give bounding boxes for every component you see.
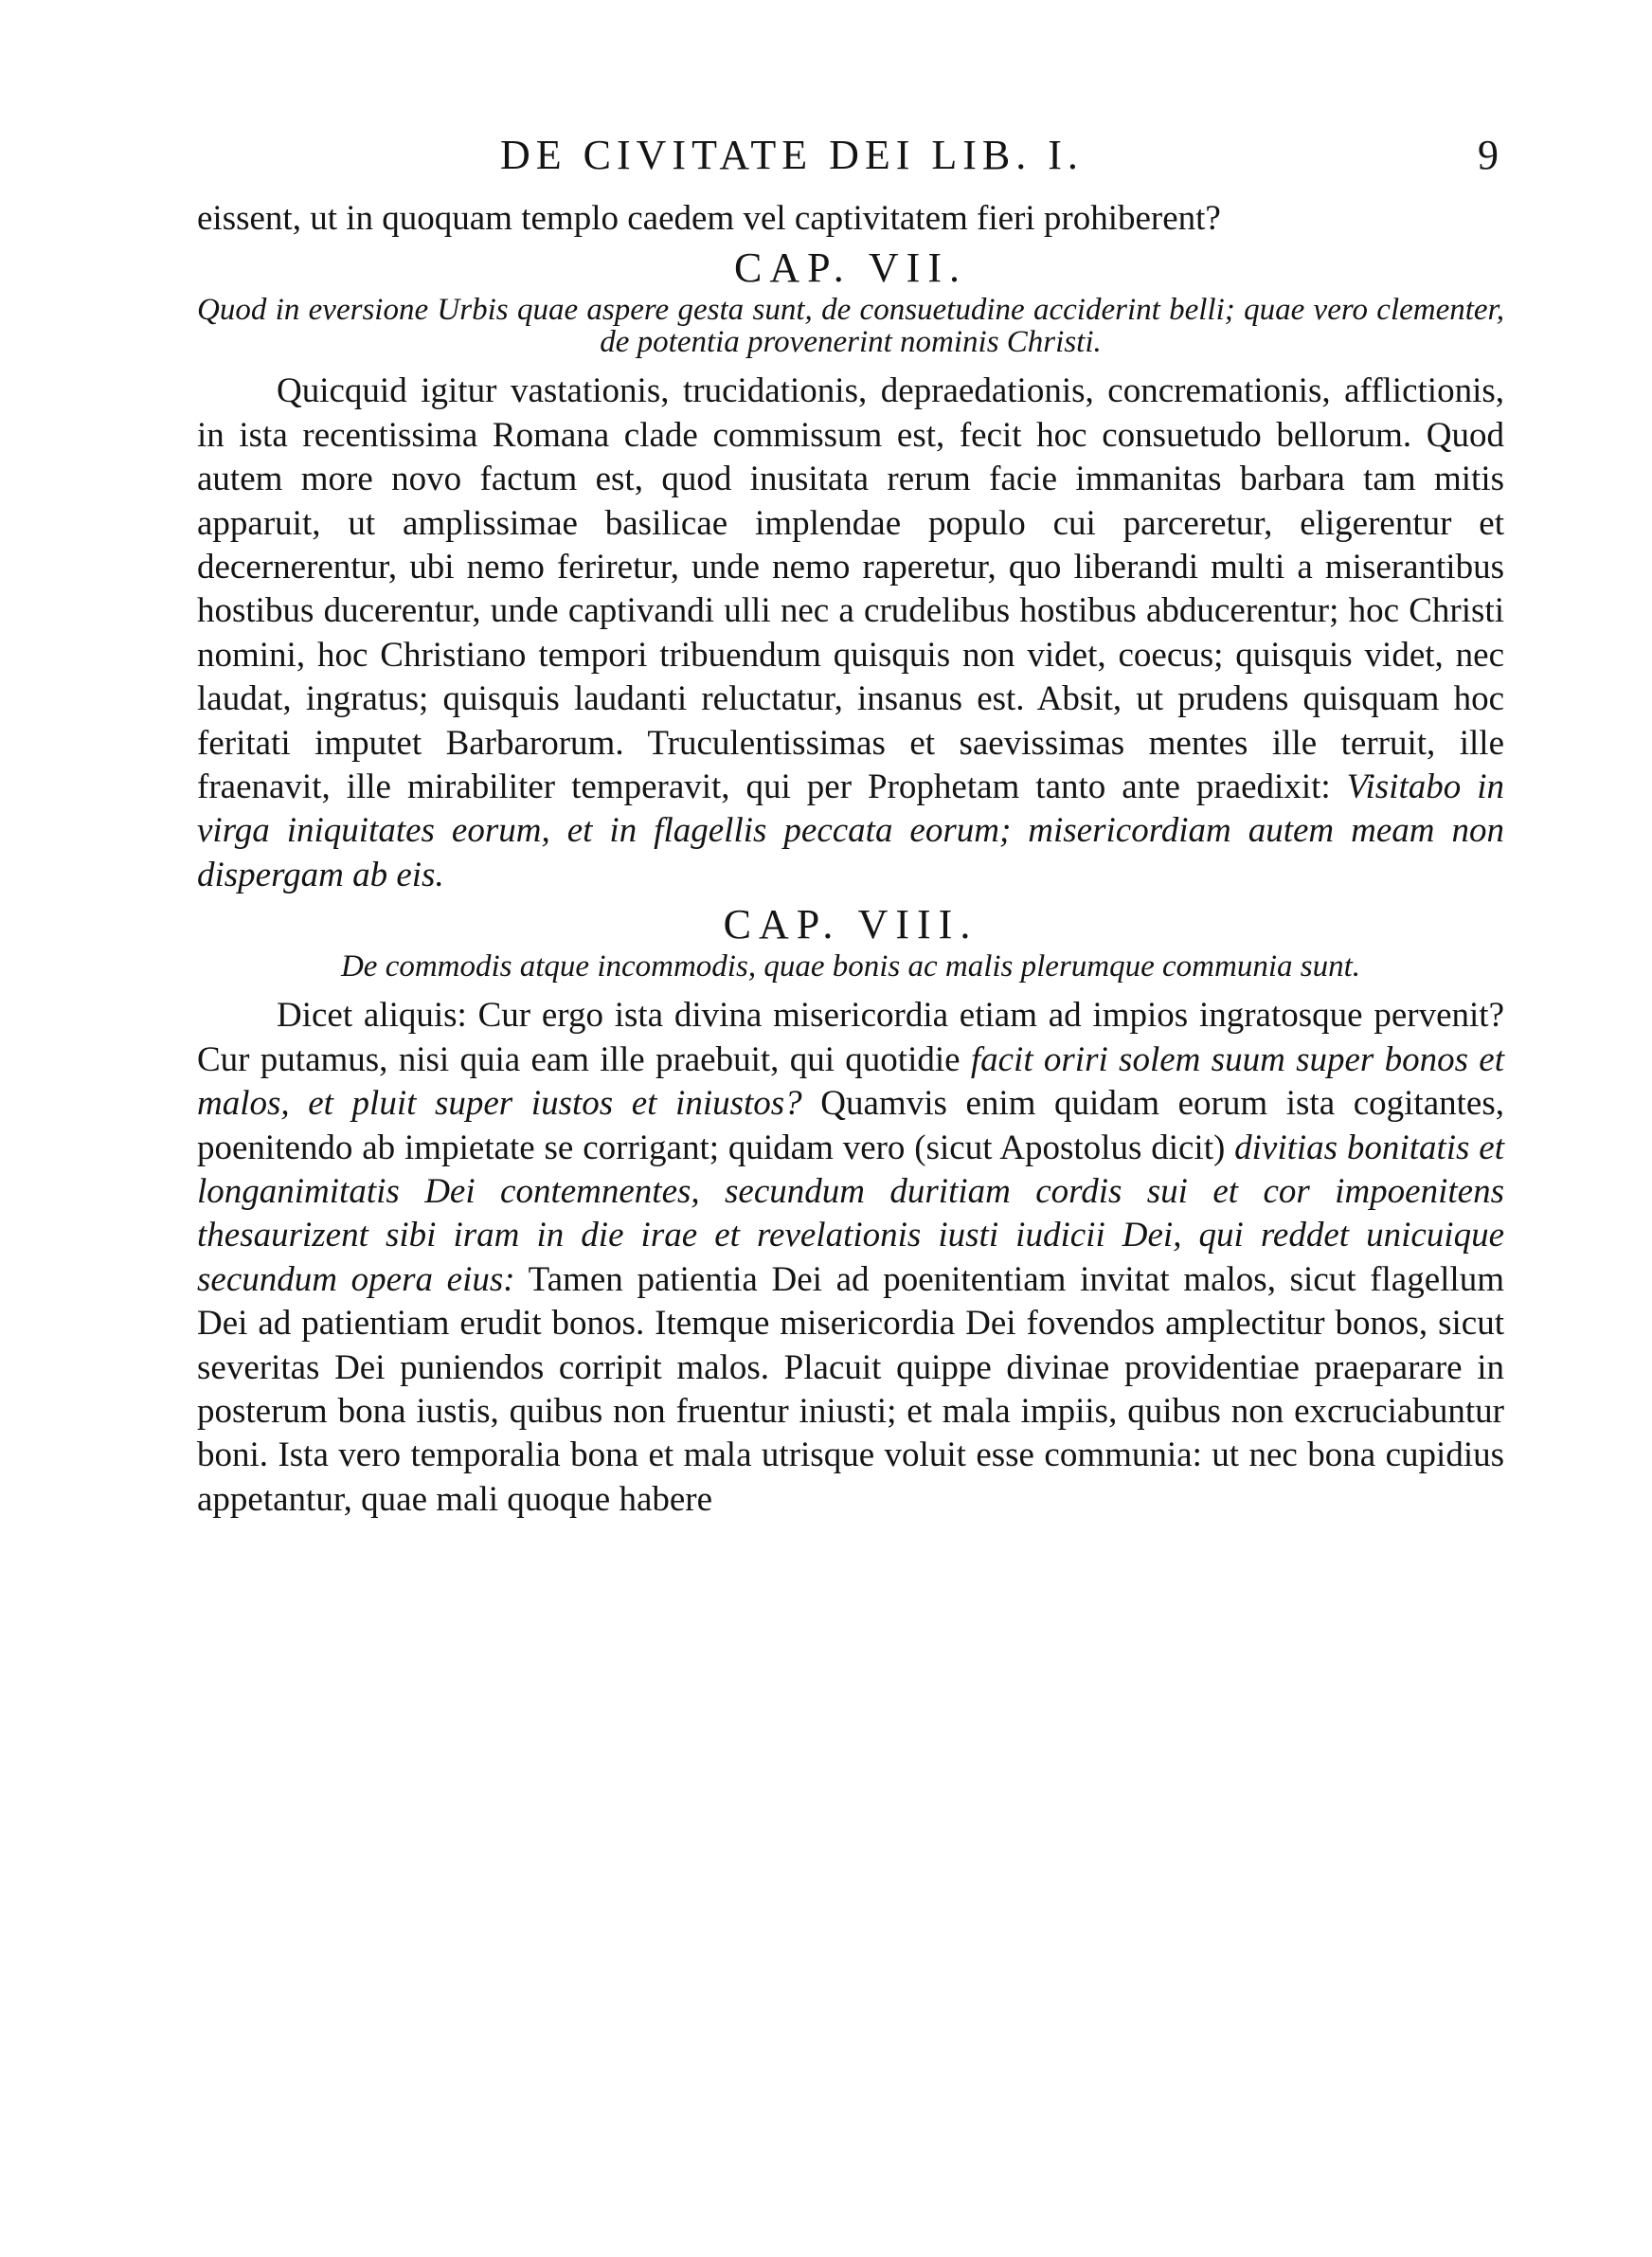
chapter-8-quote-2: divitias bonitatis et longanimitatis Dei contemnentes, secundum duritiam cordis sui et cor impoenitens thesaurizent sibi iram in die irae et revelationis iusti iudicii Dei, qui reddet unicuique secundum opera eius: (197, 1128, 1504, 1299)
carryover-paragraph: eissent, ut in quoquam templo caedem vel captivitatem fieri prohiberent? (197, 199, 1221, 238)
chapter-8-quote-1: facit oriri solem suum super bonos et malos, et pluit super iustos et iniustos? (197, 1039, 1504, 1124)
chapter-8-summary: De commodis atque incommodis, quae bonis ac malis plerumque communia sunt. (340, 949, 1361, 984)
page-number: 9 (1478, 132, 1504, 178)
chapter-7-summary: Quod in eversione Urbis quae aspere gesta sunt, de consuetudine acciderint belli; quae vero clementer, de potentia provenerint nominis Christi. (197, 293, 1504, 360)
chapter-7-heading: CAP. VII. (733, 244, 967, 292)
running-head (197, 131, 1504, 197)
chapter-7-scripture-quote: Visitabo in virga iniquitates eorum, et in flagellis peccata eorum; misericordiam autem meam non dispergam ab eis. (197, 767, 1504, 894)
chapter-7-paragraph (197, 370, 1504, 897)
running-title: DE CIVITATE DEI LIB. I. (500, 132, 1084, 178)
book-page (197, 131, 1504, 1522)
chapter-8-text-3: Tamen patientia Dei ad poenitentiam invitat malos, sicut flagellum Dei ad patientiam erudit bonos. Itemque misericordia Dei fovendos amplectitur bonos, sicut severitas Dei puniendos corripit malos. Placuit quippe divinae providentiae praeparare in posterum bona iustis, quibus non fruentur iniusti; et mala impiis, quibus non excruciabuntur boni. Ista vero temporalia bona et mala utrisque voluit esse communia: ut nec bona cupidius appetantur, quae mali quoque habere (197, 1259, 1504, 1519)
chapter-8-text-2: Quamvis enim quidam eorum ista cogitantes, poenitendo ab impietate se corrigant; quidam vero (sicut Apostolus dicit) (197, 1084, 1504, 1167)
chapter-8-text-1: Dicet aliquis: Cur ergo ista divina misericordia etiam ad impios ingratosque pervenit? Cur putamus, nisi quia eam ille praebuit, qui quotidie (197, 996, 1504, 1079)
chapter-7-text: Quicquid igitur vastationis, trucidationis, depraedationis, concremationis, afflictionis, in ista recentissima Romana clade commissum est, fecit hoc consuetudo bellorum. Quod autem more novo factum est, quod inusitata rerum facie immanitas barbara tam mitis apparuit, ut amplissimae basilicae implendae populo cui parceretur, eligerentur et decernerentur, ubi nemo feriretur, unde nemo raperetur, quo liberandi multi a miserantibus hostibus ducerentur, unde captivandi ulli nec a crudelibus hostibus abducerentur; hoc Christi nomini, hoc Christiano tempori tribuendum quisquis non videt, coecus; quisquis videt, nec laudat, ingratus; quisquis laudanti reluctatur, insanus est. Absit, ut prudens quisquam hoc feritati imputet Barbarorum. Truculentissimas et saevissimas mentes ille terruit, ille fraenavit, ille mirabiliter temperavit, qui per Prophetam tanto ante praedixit: (197, 371, 1504, 807)
chapter-8-paragraph (197, 994, 1504, 1522)
chapter-8-heading: CAP. VIII. (723, 901, 979, 948)
